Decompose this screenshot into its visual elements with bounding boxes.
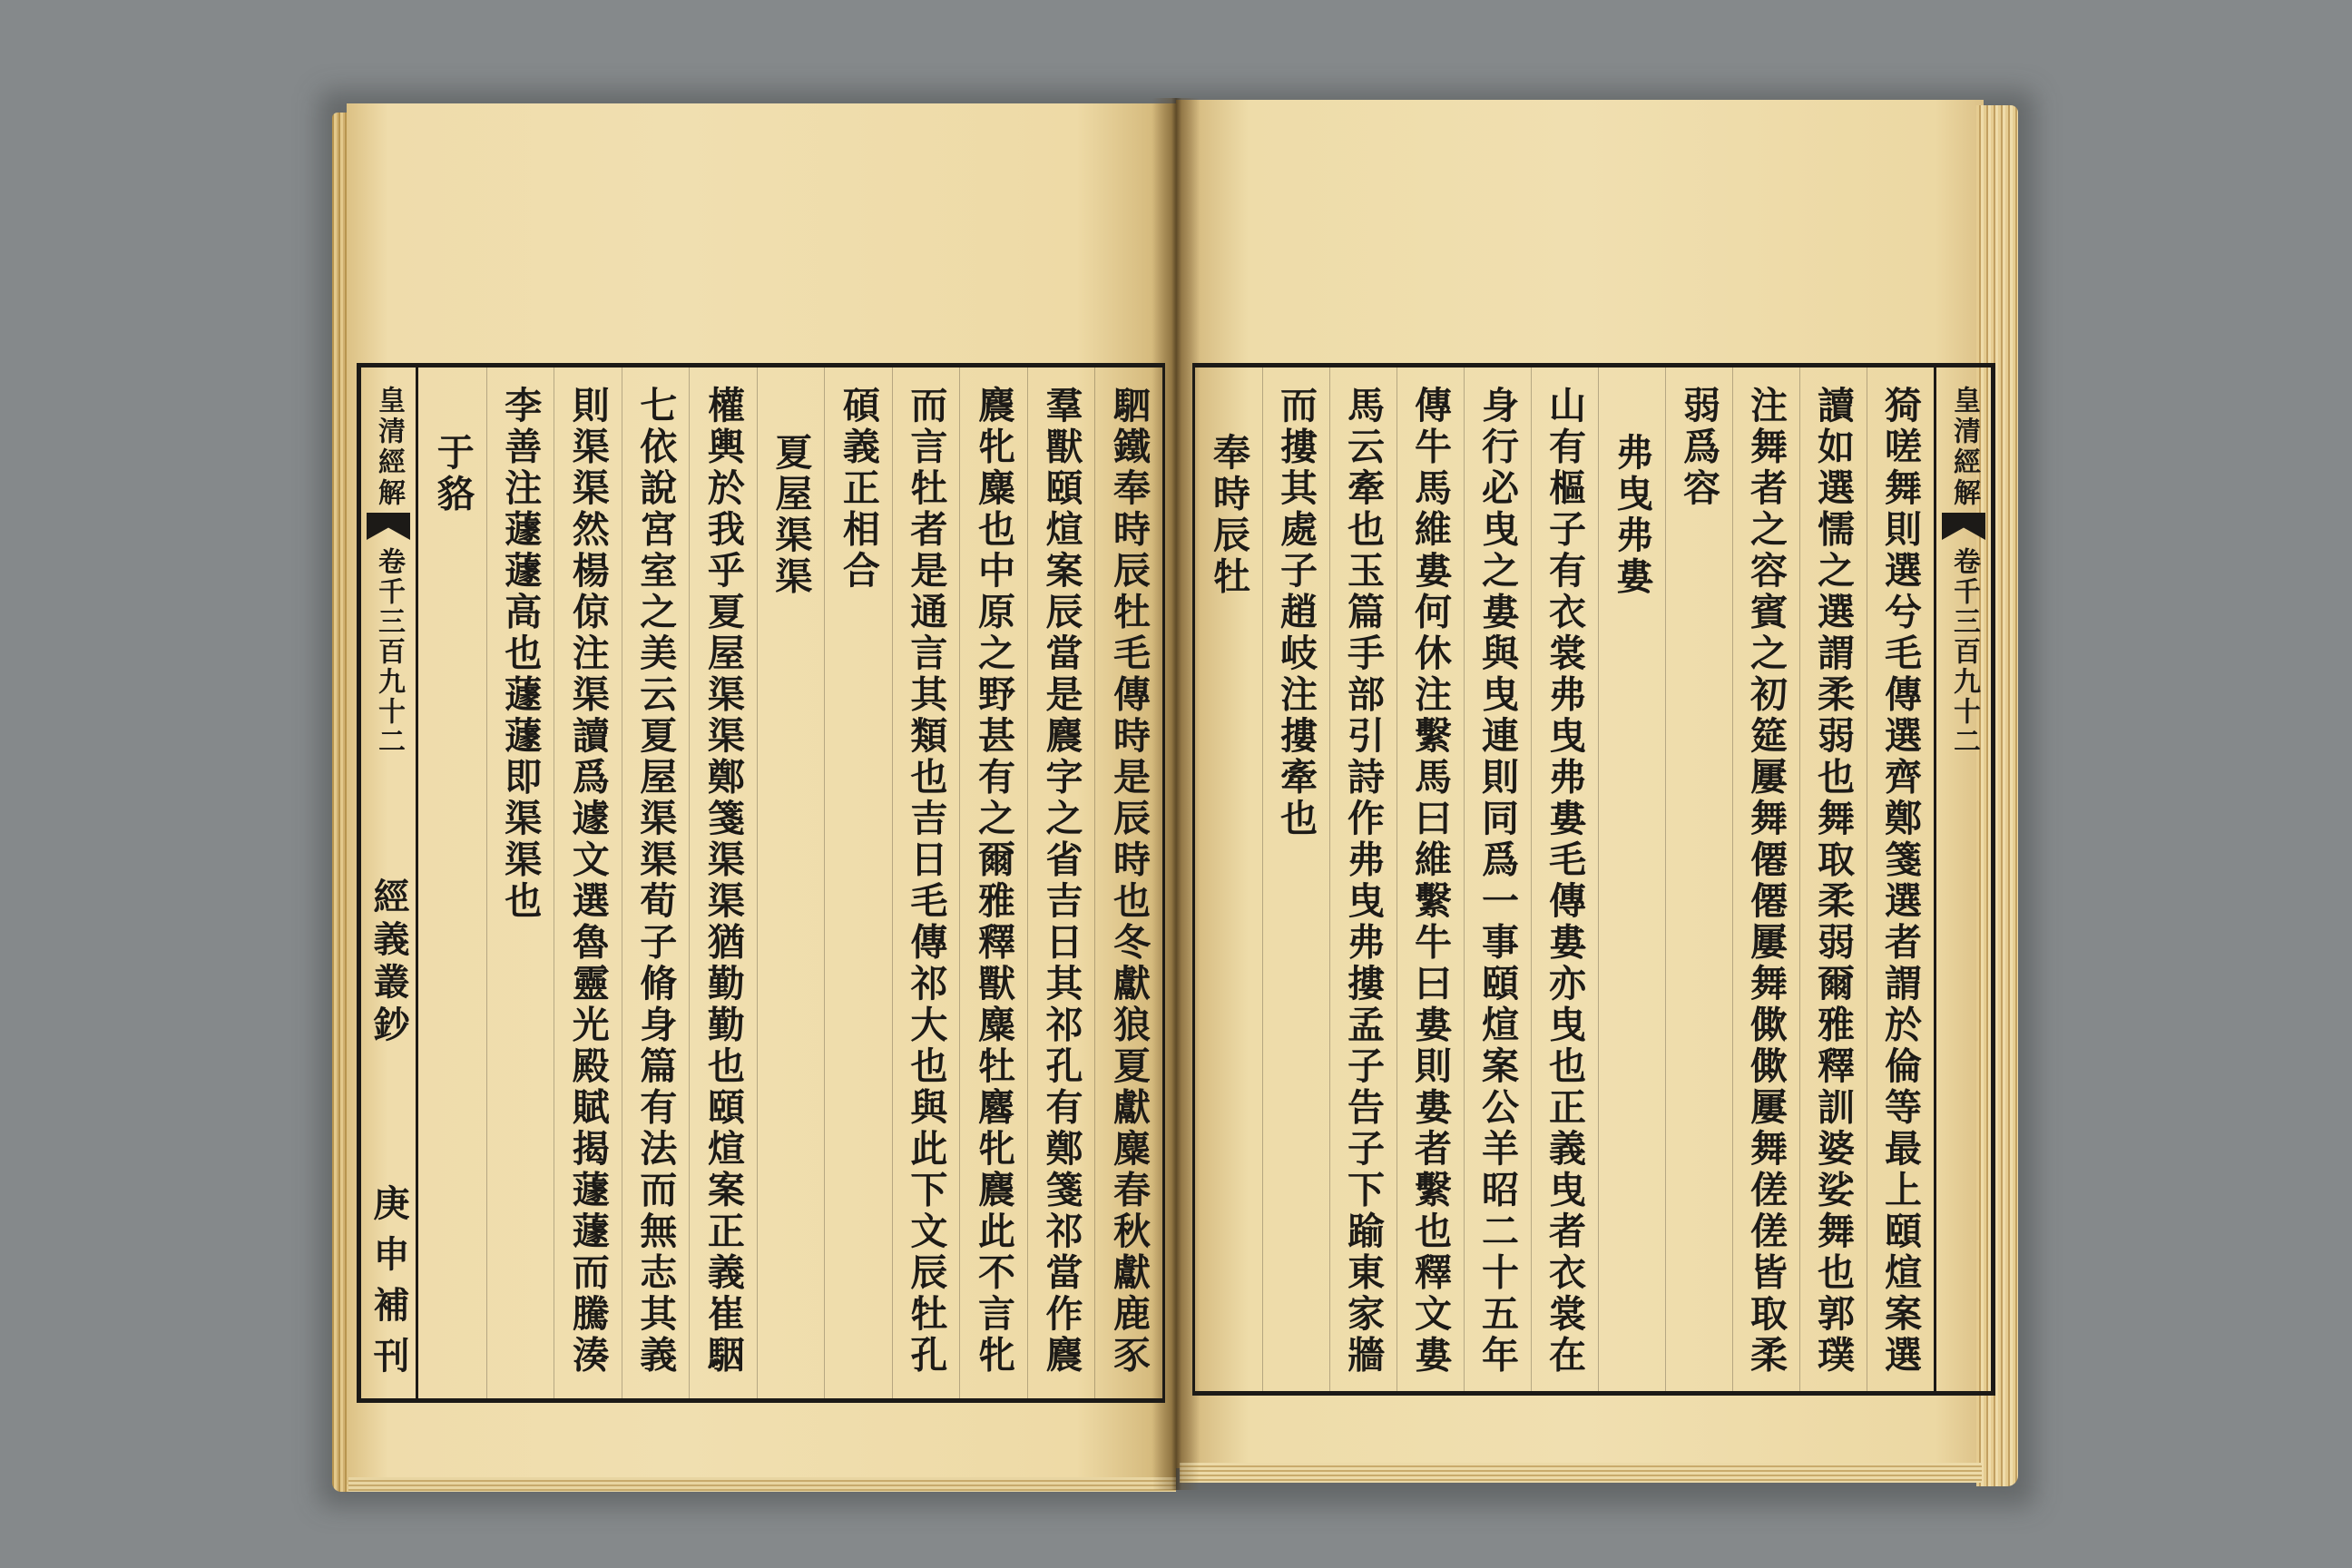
text-column: 則渠渠然楊倞注渠讀爲遽文選魯靈光殿賦揭蘧蘧而騰湊 [554,368,622,1398]
fish-tail-mark [367,513,410,540]
margin-title: 皇清經解 [1948,386,1980,509]
text-column: 李善注蘧蘧高也蘧蘧即渠渠也 [486,368,554,1398]
left-page-text-area [418,368,1162,1398]
volume-number: 卷千三百九十二 [1948,547,1980,757]
left-page-frame [357,363,1165,1403]
text-column: 山有樞子有衣裳弗曳弗婁毛傳婁亦曳也正義曳者衣裳在 [1531,368,1598,1391]
text-column: 羣獸頤煊案辰當是麎字之省吉日其祁孔有鄭箋祁當作麎 [1027,368,1095,1398]
text-column: 注舞者之容賓之初筵屢舞僊僊屢舞僛僛屢舞傞傞皆取柔 [1732,368,1799,1391]
right-page-text-area [1195,368,1934,1391]
text-column: 弱爲容 [1665,368,1732,1391]
text-column: 而言牡者是通言其類也吉日毛傳祁大也與此下文辰牡孔 [892,368,960,1398]
margin-title: 皇清經解 [373,386,405,509]
left-margin-column [361,368,416,1398]
right-margin-column [1936,368,1991,1391]
edition-note: 庚申補刊 [368,1184,410,1387]
text-column: 麎牝麋也中原之野甚有之爾雅釋獸麋牡麔牝麎此不言牝 [959,368,1027,1398]
text-column: 權輿於我乎夏屋渠渠鄭箋渠渠猶勤勤也頤煊案正義崔駰 [689,368,757,1398]
text-column: 傳牛馬維婁何休注繫馬曰維繫牛曰婁則婁者繫也釋文婁 [1396,368,1464,1391]
right-page-frame [1192,363,1995,1396]
fish-tail-mark [1942,513,1985,540]
volume-number: 卷千三百九十二 [373,547,405,757]
text-column: 馬云牽也玉篇手部引詩作弗曳弗摟孟子告子下踰東家牆 [1329,368,1396,1391]
series-title: 經義叢鈔 [368,877,410,1048]
text-column: 駟鐵奉時辰牡毛傳時是辰時也冬獻狼夏獻麋春秋獻鹿豕 [1094,368,1162,1398]
right-page-bottom-edge [1180,1463,1982,1483]
left-page-bottom-edge [348,1477,1176,1492]
text-column: 而摟其處子趙岐注摟牽也 [1262,368,1329,1391]
text-column: 七依說宮室之美云夏屋渠渠荀子脩身篇有法而無志其義 [622,368,690,1398]
heading-column: 夏屋渠渠 [757,368,825,1398]
text-column: 猗嗟舞則選兮毛傳選齊鄭箋選者謂於倫等最上頤煊案選 [1867,368,1934,1391]
heading-column: 弗曳弗婁 [1598,368,1665,1391]
text-column: 讀如選懦之選謂柔弱也舞取柔弱爾雅釋訓婆娑舞也郭璞 [1799,368,1867,1391]
text-column: 碩義正相合 [824,368,892,1398]
heading-column: 于貉 [430,433,475,515]
heading-column: 奉時辰牡 [1207,433,1250,598]
text-column: 身行必曳之婁與曳連則同爲一事頤煊案公羊昭二十五年 [1464,368,1531,1391]
